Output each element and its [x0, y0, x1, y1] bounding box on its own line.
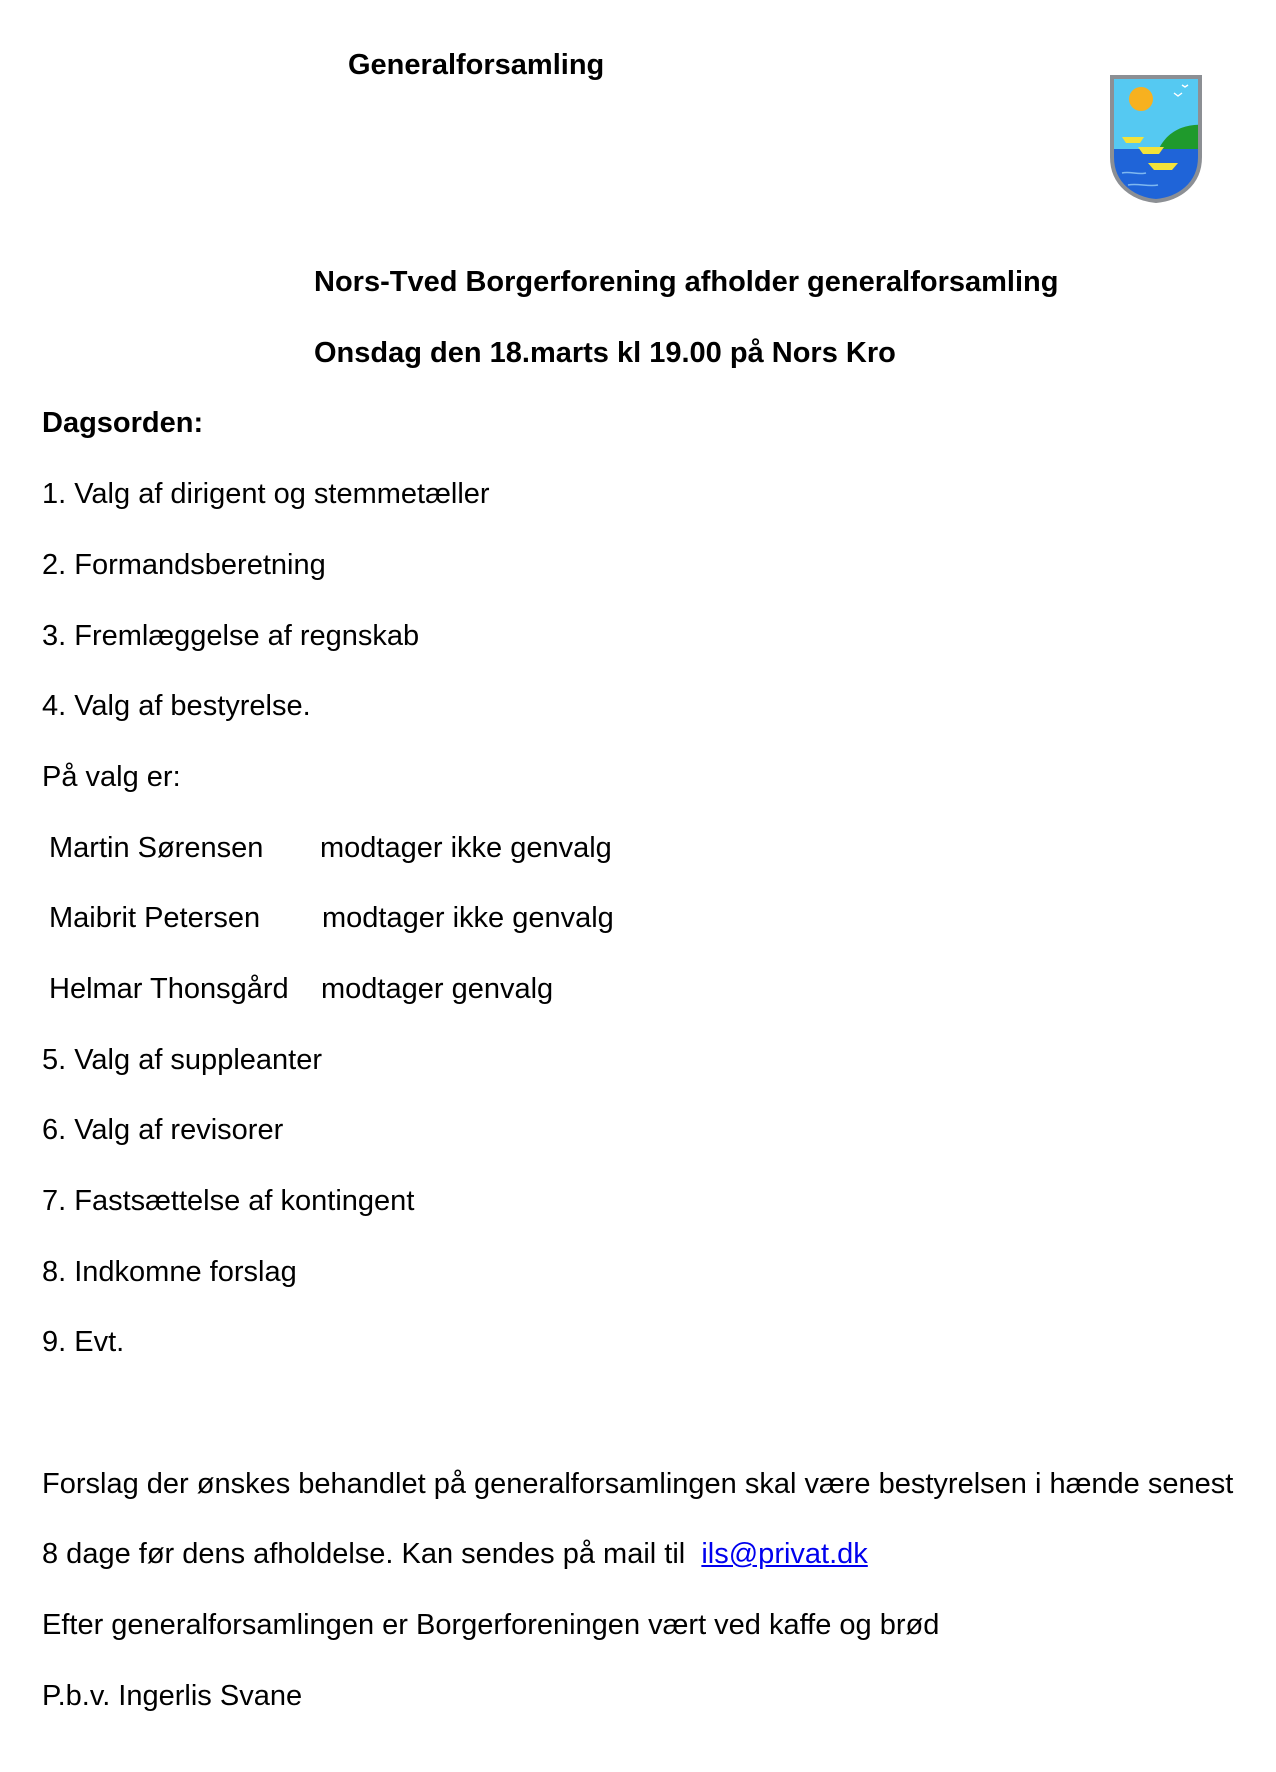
- announcement-date: Onsdag den 18.marts kl 19.00 på Nors Kro: [314, 337, 896, 369]
- election-label: På valg er:: [42, 761, 181, 793]
- agenda-item: 2. Formandsberetning: [42, 549, 326, 581]
- agenda-item: 5. Valg af suppleanter: [42, 1044, 322, 1076]
- candidate-status: modtager genvalg: [321, 973, 554, 1005]
- agenda-item: 8. Indkomne forslag: [42, 1256, 297, 1288]
- agenda-item: 1. Valg af dirigent og stemmetæller: [42, 478, 490, 510]
- proposal-text-mail: 8 dage før dens afholdelse. Kan sendes på mail til: [42, 1538, 686, 1570]
- coat-of-arms-icon: [1108, 73, 1204, 205]
- agenda-item: 7. Fastsættelse af kontingent: [42, 1185, 415, 1217]
- proposal-text: Forslag der ønskes behandlet på generalforsamlingen skal være bestyrelsen i hænde senest: [42, 1468, 1234, 1500]
- candidate-status: modtager ikke genvalg: [322, 902, 614, 934]
- proposal-text-continued: [42, 1537, 868, 1571]
- candidate-status: modtager ikke genvalg: [320, 832, 612, 864]
- candidate-name: Helmar Thonsgård: [49, 973, 289, 1005]
- candidate-name: Martin Sørensen: [49, 832, 264, 864]
- document-title: Generalforsamling: [348, 49, 605, 81]
- agenda-heading: Dagsorden:: [42, 407, 204, 439]
- candidate-name: Maibrit Petersen: [49, 902, 261, 934]
- announcement-heading: Nors-Tved Borgerforening afholder generalforsamling: [314, 266, 1059, 298]
- refreshments-text: Efter generalforsamlingen er Borgerforeningen vært ved kaffe og brød: [42, 1609, 940, 1641]
- signature: P.b.v. Ingerlis Svane: [42, 1680, 303, 1712]
- email-link[interactable]: ils@privat.dk: [701, 1538, 868, 1570]
- agenda-item: 9. Evt.: [42, 1326, 125, 1358]
- agenda-item: 3. Fremlæggelse af regnskab: [42, 620, 420, 652]
- agenda-item: 4. Valg af bestyrelse.: [42, 690, 311, 722]
- agenda-item: 6. Valg af revisorer: [42, 1114, 284, 1146]
